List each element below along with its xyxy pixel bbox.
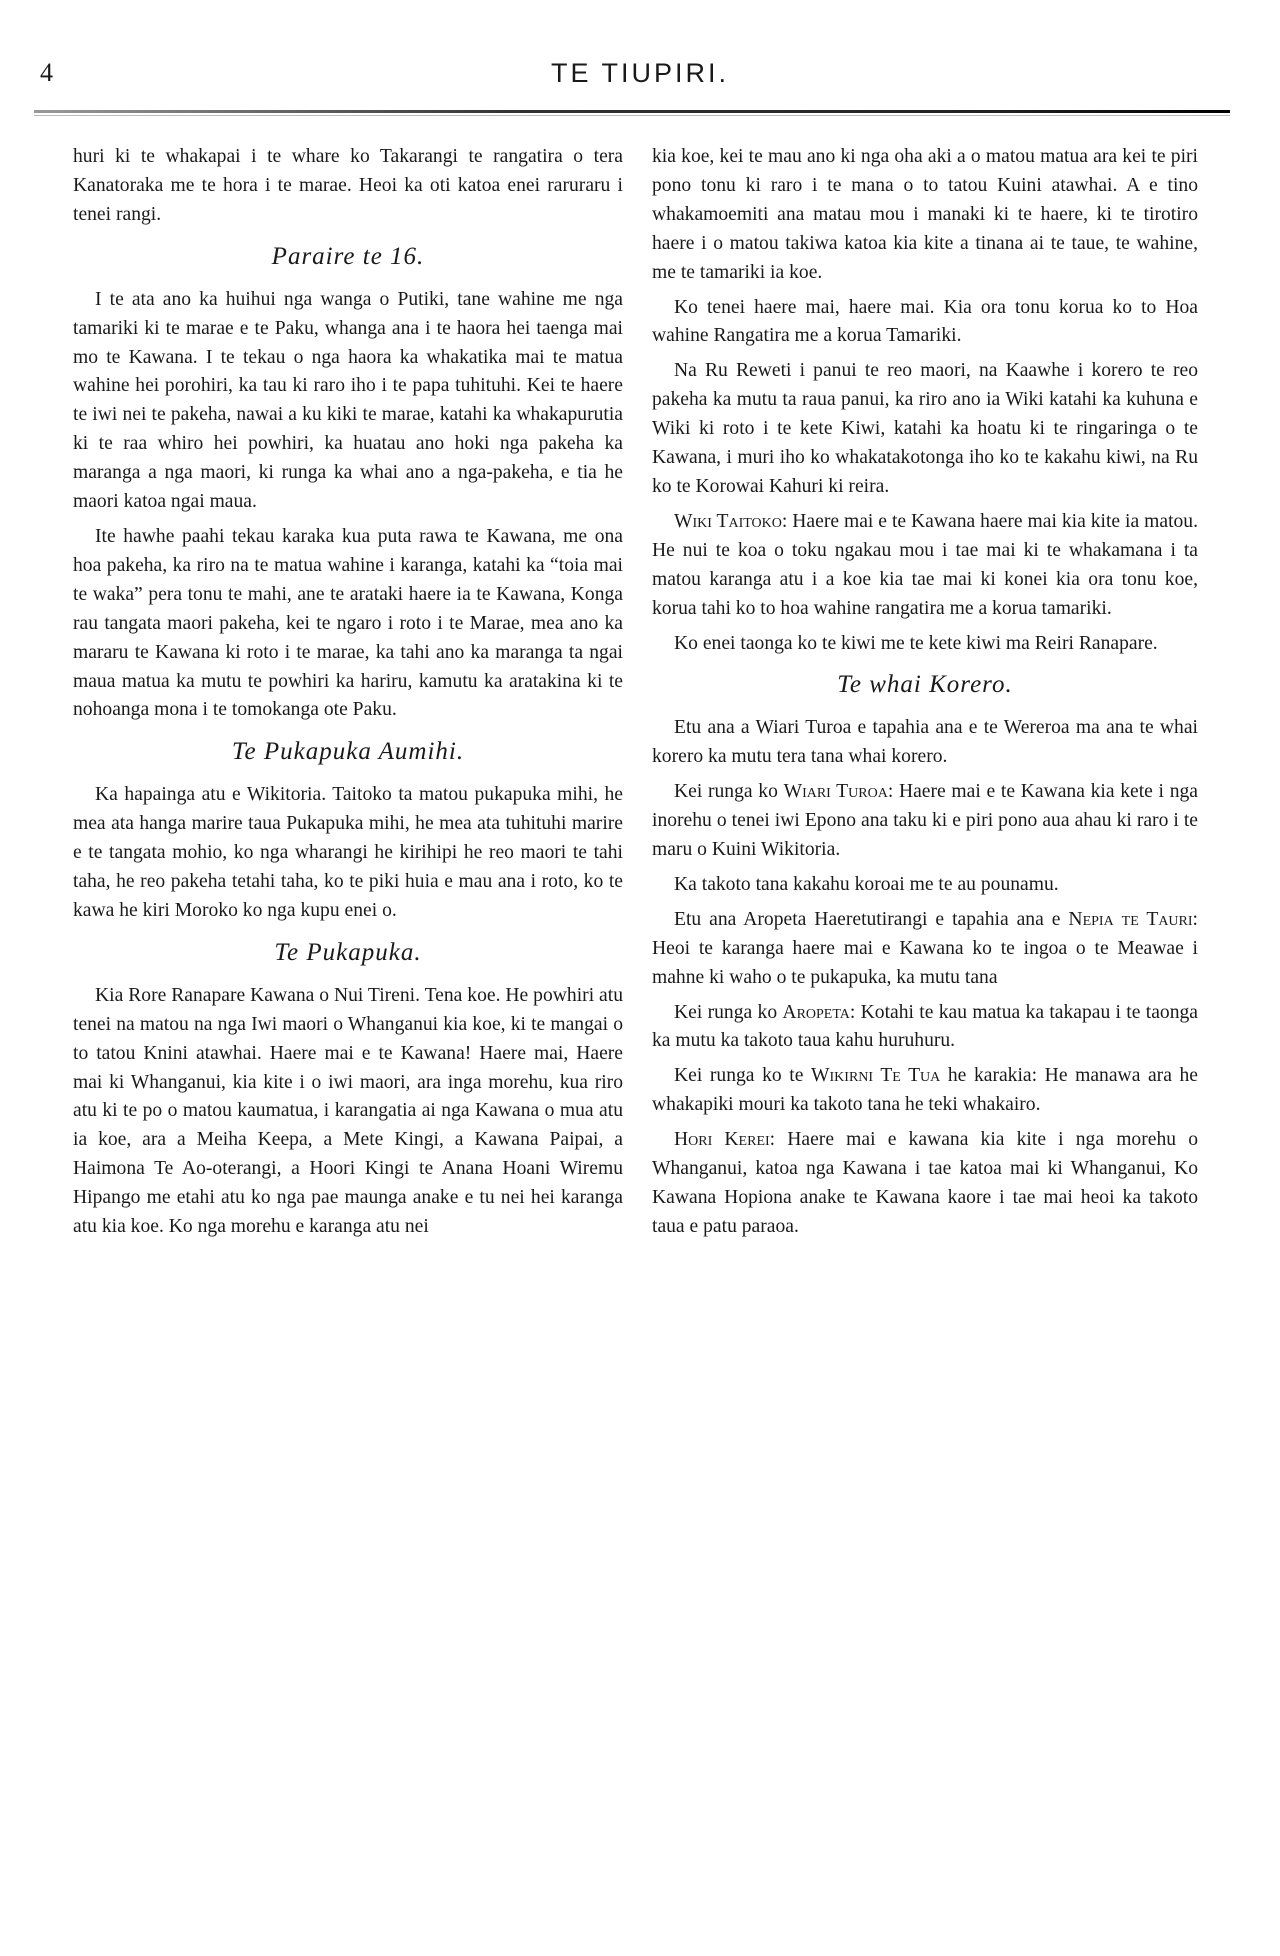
paragraph: huri ki te whakapai i te whare ko Takarangi te rangatira o tera Kanatoraka me te hora i te marae. Heoi ka oti katoa enei raruraru i tenei rangi. — [73, 146, 623, 225]
speaker-name: Aropeta — [782, 1001, 850, 1023]
speech-text: he karakia: He manawa ara he whakapiki mouri ka takoto tana he teki whakairo. — [652, 1065, 1198, 1116]
paragraph: Etu ana a Wiari Turoa e tapahia ana e te Wereroa ma ana te whai korero ka mutu tera tana whai korero. — [652, 717, 1198, 768]
right-column — [652, 143, 1198, 1248]
speaker-name: Wiki Taitoko — [674, 510, 782, 532]
speech-intro: Kei runga ko te — [674, 1065, 812, 1087]
speech-paragraph — [652, 778, 1198, 865]
speech-paragraph — [652, 906, 1198, 993]
paragraph: Ka takoto tana kakahu koroai me te au pounamu. — [674, 873, 1059, 895]
header-rule-thin — [34, 115, 1230, 116]
paragraph: Kia Rore Ranapare Kawana o Nui Tireni. Tena koe. He powhiri atu tenei na matou na nga Iwi maori o Whanganui kia koe, ki te mangai o to tatou Knini atawhai. Haere mai e te Kawana! Haere mai, Haere mai ki Whanganui, kia kite i o iwi maori, ara inga morehu, kua riro atu ki te po o matou kaumatua, i karangatia ai nga Kawana o mua atu ia koe, ara a Meiha Keepa, a Mete Kingi, a Kawana Paipai, a Haimona Te Ao-oterangi, a Hoori Kingi te Anana Hoani Wiremu Hipango me etahi atu ko nga pae maunga anake e tu nei hei karanga atu kia koe. Ko nga morehu e karanga atu nei — [73, 984, 623, 1238]
speech-paragraph — [652, 508, 1198, 624]
newspaper-title: TE TIUPIRI. — [550, 58, 730, 88]
speech-text: : Haere mai e te Kawana haere mai kia kite ia matou. He nui te koa o toku ngakau mou i tae mai ki te whakamana i ta matou karanga atu i a koe kia tae mai ki konei kia ora tonu koe, korua tahi ko to hoa wahine rangatira me a korua tamariki. — [652, 510, 1198, 619]
speech-intro: Etu ana Aropeta Haeretutirangi e tapahia ana e — [674, 908, 1061, 930]
speech-text: : Heoi te karanga haere mai e Kawana ko te ingoa o te Meawae i mahne ki waho o te pukapuka, ka mutu tana — [652, 908, 1198, 988]
speaker-name: Nepia te Tauri — [1068, 908, 1193, 930]
paragraph: Ka hapainga atu e Wikitoria. Taitoko ta matou pukapuka mihi, he mea ata hanga marire taua Pukapuka mihi, he mea ata tuhituhi marire e te tangata mohio, ko nga wharangi he kirihipi he reo maori te tahi taha, he reo pakeha tetahi taha, ko te piki huia e mau ana i roto, ko te kawa he kiri Moroko ko nga kupu enei o. — [73, 784, 623, 921]
speech-paragraph — [652, 999, 1198, 1057]
section-heading-whai-korero: Te whai Korero. — [837, 671, 1013, 699]
paragraph: Ite hawhe paahi tekau karaka kua puta rawa te Kawana, me ona hoa pakeha, ka riro na te matua wahine i karanga, katahi ka “toia mai te waka” pera tonu te mahi, ane te arataki haere ia te Kawana, Konga rau tangata maori pakeha, kei te ngaro i roto i te Marae, mea ano ka mararu te Kawana ki roto i te marae, ka tahi ano ka maranga ta ngai maua matua ka mutu te powhiri ka hariru, kamutu ka aratakina ki te nohoanga mona i te tomokanga ote Paku. — [73, 525, 623, 721]
speaker-name: Wikirni Te Tua — [811, 1065, 941, 1087]
section-heading-pukapuka: Te Pukapuka. — [274, 938, 422, 966]
page-number: 4 — [40, 58, 53, 87]
speech-paragraph — [652, 1126, 1198, 1242]
paragraph: kia koe, kei te mau ano ki nga oha aki a o matou matua ara kei te piri pono tonu ki raro i te mana o to tatou Kuini atawhai. A e tino whakamoemiti ana matau mou i manaki ki te haere, ki te tirotiro haere i o matou takiwa katoa kia kite a tinana ai te taue, te wahine, me te tamariki ia koe. — [652, 146, 1198, 283]
paragraph: Na Ru Reweti i panui te reo maori, na Kaawhe i korero te reo pakeha ka mutu ta raua panui, ka riro ano ia Wiki katahi ka kuhuna e Wiki ki roto i te kete Kiwi, katahi ka hoatu ki te ringaringa o te Kawana, i muri iho ko whakatakotonga iho ko te kakahu kiwi, na Ru ko te Korowai Kahuri ki reira. — [652, 360, 1198, 497]
section-heading-paraire: Paraire te 16. — [271, 242, 425, 270]
speech-text: : Haere mai e te Kawana kia kete i nga inorehu o tenei iwi Epono ana taku ki e piri pono aua ahau ki raro i te maru o Kuini Wikitoria. — [652, 781, 1198, 861]
speaker-name: Wiari Turoa — [783, 781, 888, 803]
speech-text: : Haere mai e kawana kia kite i nga morehu o Whanganui, katoa nga Kawana i tae katoa mai ki Whanganui, Ko Kawana Hopiona anake te Kawana kaore i tae mai heoi ka takoto taua e patu paraoa. — [652, 1129, 1198, 1237]
speech-paragraph — [652, 1062, 1198, 1120]
section-heading-pukapuka-aumihi: Te Pukapuka Aumihi. — [231, 738, 465, 766]
speech-intro: Kei runga ko — [674, 781, 784, 803]
page-header — [0, 58, 1280, 98]
left-column — [73, 143, 623, 1248]
header-rule — [34, 110, 1230, 113]
speaker-name: Hori Kerei — [674, 1129, 770, 1151]
speech-intro: Kei runga ko — [674, 1001, 783, 1023]
paragraph: Ko tenei haere mai, haere mai. Kia ora tonu korua ko to Hoa wahine Rangatira me a korua Tamariki. — [652, 296, 1198, 347]
speech-text: : Kotahi te kau matua ka takapau i te taonga ka mutu ka takoto taua kahu huruhuru. — [652, 1001, 1198, 1052]
paragraph: I te ata ano ka huihui nga wanga o Putiki, tane wahine me nga tamariki ki te marae e te Paku, whanga ana i te haora hei taenga mai mo te Kawana. I te tekau o nga haora ka whakatika mai te matua wahine hei porohiri, ka tau ki raro iho i te papa tuhituhi. Kei te haere te iwi nei te pakeha, nawai a ku kiki te marae, katahi ka whakapurutia ki te raa whiro hei powhiri, ka huatau ano hoki nga pakeha ka maranga a nga maori, ki runga ka whai ano a nga-pakeha, e tia he maori katoa ngai maua. — [73, 288, 623, 513]
paragraph: Ko enei taonga ko te kiwi me te kete kiwi ma Reiri Ranapare. — [674, 632, 1158, 654]
